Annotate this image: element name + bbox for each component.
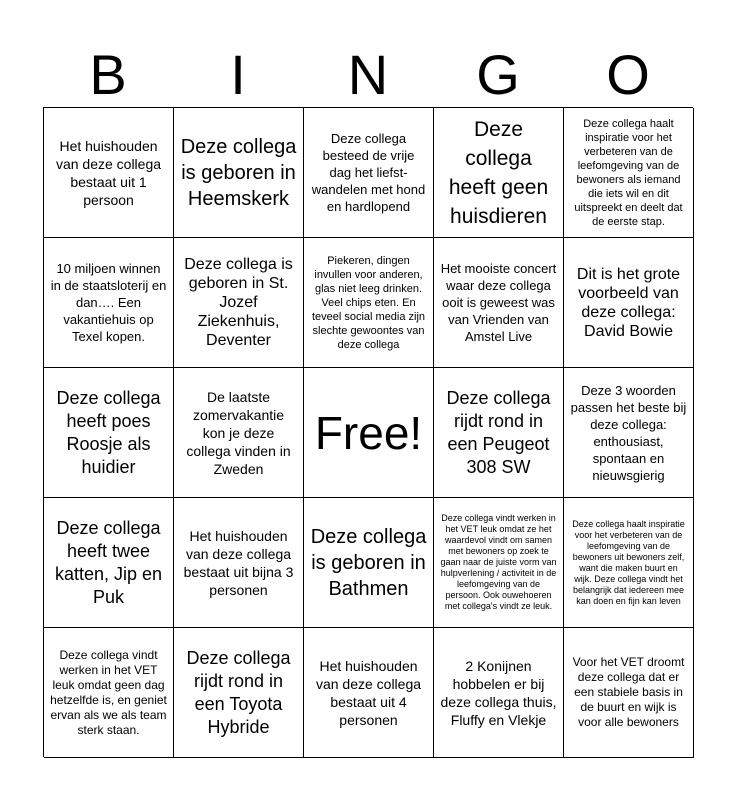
bingo-cell[interactable] (174, 628, 304, 758)
cell-text: Deze collega rijdt rond in een Peugeot 308 SW (446, 387, 551, 477)
bingo-cell[interactable] (564, 368, 694, 498)
cell-text: Deze collega besteed de vrije dag het liefst- wandelen met hond en hardlopend (311, 131, 426, 214)
bingo-cell[interactable] (564, 628, 694, 758)
bingo-header (43, 42, 693, 108)
bingo-cell[interactable] (174, 238, 304, 368)
bingo-cell[interactable] (434, 238, 564, 368)
bingo-cell[interactable] (44, 628, 174, 758)
bingo-cell[interactable] (44, 238, 174, 368)
cell-text: Het huishouden van deze collega bestaat uit 1 persoon (55, 137, 162, 208)
bingo-cell[interactable] (434, 108, 564, 238)
bingo-cell[interactable] (434, 628, 564, 758)
bingo-cell[interactable] (304, 238, 434, 368)
cell-text: Deze collega heeft twee katten, Jip en Puk (54, 517, 163, 607)
bingo-cell[interactable] (564, 238, 694, 368)
cell-text: Deze collega is geboren in St. Jozef Ziekenhuis, Deventer (184, 256, 293, 349)
bingo-cell[interactable] (44, 368, 174, 498)
bingo-cell[interactable] (564, 108, 694, 238)
cell-text: Het huishouden van deze collega bestaat uit bijna 3 personen (183, 527, 294, 598)
cell-text: Deze collega vindt werken in het VET leuk omdat geen dag hetzelfde is, en geniet ervan als we als team sterk staan. (50, 647, 167, 737)
bingo-card (43, 107, 693, 757)
cell-text: Deze collega is geboren in Heemskerk (180, 135, 297, 210)
bingo-cell[interactable] (44, 498, 174, 628)
free-text: Free! (314, 406, 423, 459)
bingo-cell[interactable] (304, 628, 434, 758)
cell-text: Het mooiste concert waar deze collega ooit is geweest was van Vrienden van Amstel Live (440, 261, 557, 344)
cell-text: Deze 3 woorden passen het beste bij deze collega: enthousiast, spontaan en nieuwsgierig (570, 382, 687, 483)
bingo-cell[interactable] (304, 498, 434, 628)
cell-text: 10 miljoen winnen in de staatsloterij en dan…. Een vakantiehuis op Texel kopen. (50, 261, 167, 344)
bingo-cell[interactable] (434, 498, 564, 628)
cell-text: Deze collega rijdt rond in een Toyota Hybride (186, 647, 291, 737)
cell-text: Het huishouden van deze collega bestaat uit 4 personen (315, 657, 422, 728)
cell-text: Deze collega haalt inspiratie voor het verbeteren van de leefomgeving van de bewoners uit bewoners zelf, want die maken buurt en wijk. Deze collega vindt het belangrijk dat iedereen mee kan doen en fijn kan leven (572, 518, 685, 606)
header-letter-n: N (347, 43, 389, 106)
bingo-cell[interactable] (174, 498, 304, 628)
cell-text: Deze collega heeft poes Roosje als huidier (56, 387, 161, 477)
cell-text: Piekeren, dingen invullen voor anderen, glas niet leeg drinken. Veel chips eten. En teveel social media zijn slechte gewoontes van deze collega (311, 254, 426, 351)
header-letter-i: I (230, 43, 246, 106)
bingo-cell[interactable] (304, 108, 434, 238)
cell-text: Deze collega heeft geen huisdieren (448, 117, 549, 228)
bingo-cell[interactable] (44, 108, 174, 238)
cell-text: Dit is het grote voorbeeld van deze collega: David Bowie (576, 265, 681, 340)
bingo-cell[interactable] (434, 368, 564, 498)
header-letter-b: B (89, 43, 127, 106)
bingo-cell[interactable] (174, 368, 304, 498)
cell-text: De laatste zomervakantie kon je deze collega vinden in Zweden (186, 388, 291, 477)
bingo-cell[interactable] (174, 108, 304, 238)
header-letter-g: G (476, 43, 520, 106)
cell-text: 2 Konijnen hobbelen er bij deze collega thuis, Fluffy en Vlekje (440, 657, 557, 728)
cell-text: Deze collega vindt werken in het VET leuk omdat ze het waardevol vindt om samen met bewoners op zoek te gaan naar de juiste vorm van hulpverlening / activiteit in de leefomgeving van de persoon. Ook ouwehoeren met collega's vindt ze leuk. (440, 513, 557, 611)
cell-text: Voor het VET droomt deze collega dat er een stabiele basis in de buurt en wijk is voor alle bewoners (572, 655, 685, 729)
bingo-cell[interactable] (564, 498, 694, 628)
free-cell[interactable] (304, 368, 434, 498)
cell-text: Deze collega is geboren in Bathmen (310, 525, 427, 600)
cell-text: Deze collega haalt inspiratie voor het verbeteren van de leefomgeving van de bewoners als iemand die iets wil en dit uitspreekt en deelt dat de eerste stap. (574, 117, 683, 228)
header-letter-o: O (606, 43, 650, 106)
